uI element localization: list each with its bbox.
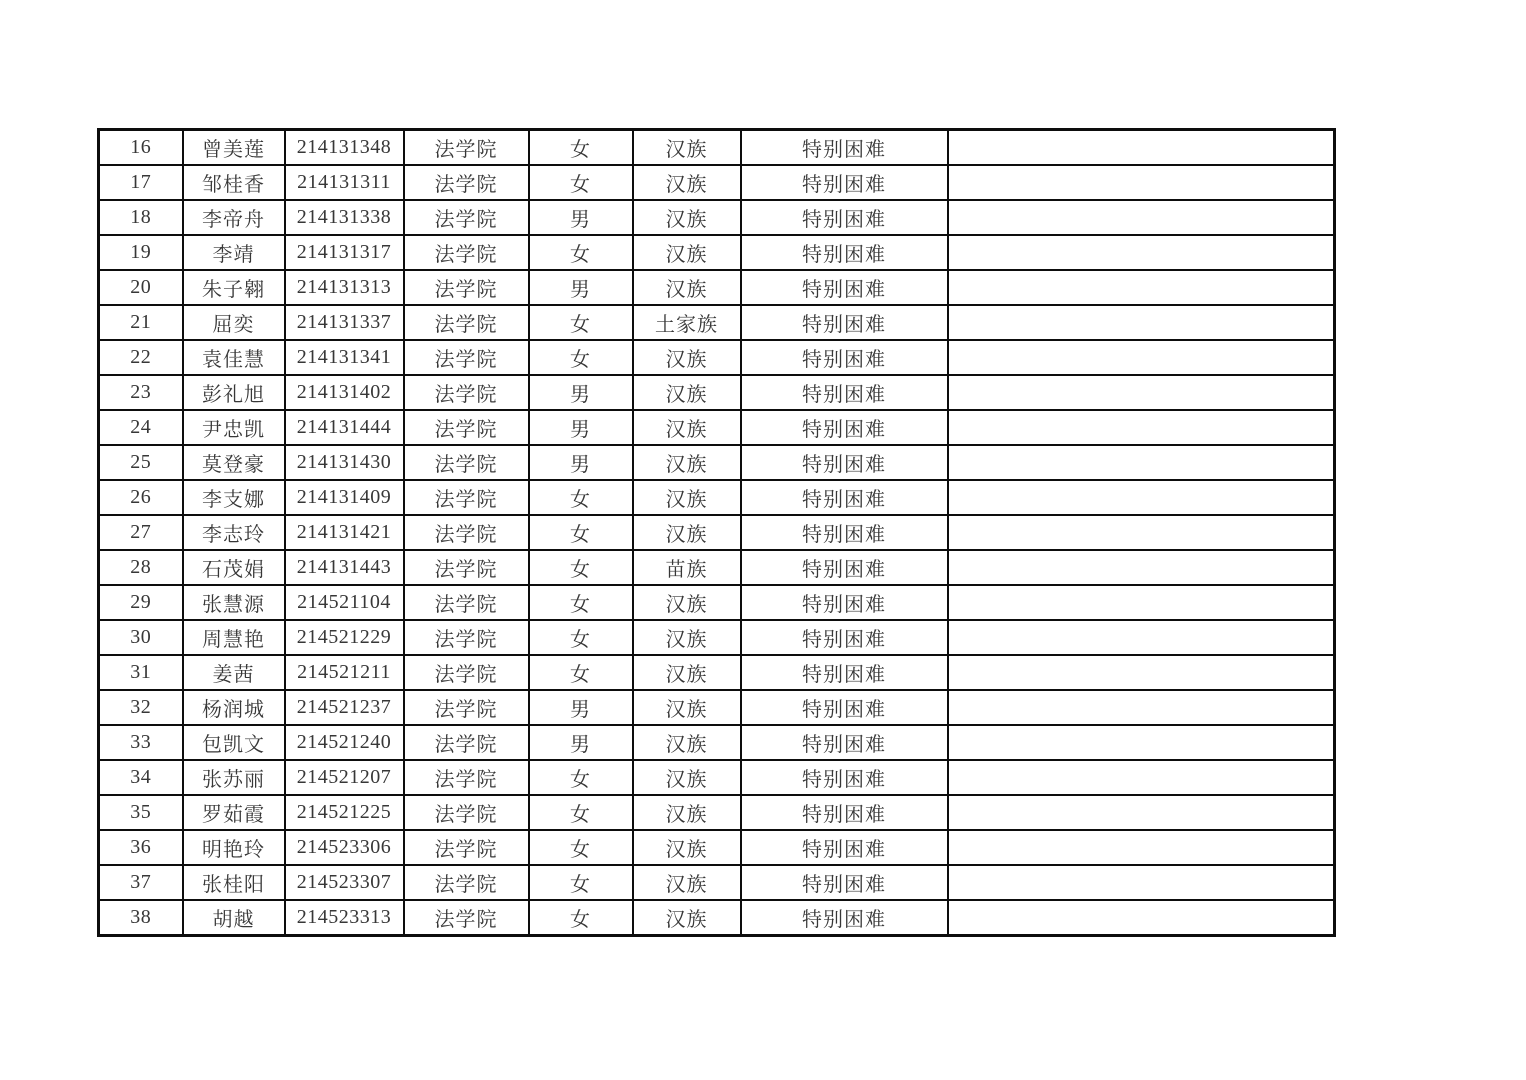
cell-difficulty-type: 特别困难 [741, 585, 948, 620]
cell-row-number: 19 [99, 235, 183, 270]
cell-student-name: 罗茹霞 [183, 795, 285, 830]
cell-gender: 男 [529, 410, 633, 445]
cell-note-empty [948, 900, 1335, 936]
cell-difficulty-type: 特别困难 [741, 305, 948, 340]
cell-student-id: 214131313 [285, 270, 404, 305]
cell-row-number: 27 [99, 515, 183, 550]
cell-student-name: 莫登豪 [183, 445, 285, 480]
cell-difficulty-type: 特别困难 [741, 375, 948, 410]
cell-difficulty-type: 特别困难 [741, 515, 948, 550]
cell-difficulty-type: 特别困难 [741, 410, 948, 445]
cell-college: 法学院 [404, 340, 529, 375]
cell-difficulty-type: 特别困难 [741, 130, 948, 166]
cell-student-id: 214131444 [285, 410, 404, 445]
cell-row-number: 28 [99, 550, 183, 585]
cell-difficulty-type: 特别困难 [741, 550, 948, 585]
cell-college: 法学院 [404, 410, 529, 445]
cell-row-number: 17 [99, 165, 183, 200]
cell-note-empty [948, 550, 1335, 585]
cell-gender: 女 [529, 515, 633, 550]
cell-row-number: 25 [99, 445, 183, 480]
table-row [99, 620, 1335, 655]
cell-student-id: 214131311 [285, 165, 404, 200]
cell-student-name: 曾美莲 [183, 130, 285, 166]
cell-student-name: 姜茜 [183, 655, 285, 690]
cell-ethnicity: 苗族 [633, 550, 741, 585]
cell-row-number: 37 [99, 865, 183, 900]
cell-gender: 女 [529, 620, 633, 655]
cell-college: 法学院 [404, 270, 529, 305]
cell-student-id: 214131337 [285, 305, 404, 340]
cell-ethnicity: 汉族 [633, 200, 741, 235]
cell-gender: 女 [529, 550, 633, 585]
cell-student-name: 邹桂香 [183, 165, 285, 200]
cell-student-id: 214131317 [285, 235, 404, 270]
cell-student-id: 214131421 [285, 515, 404, 550]
cell-ethnicity: 汉族 [633, 130, 741, 166]
cell-row-number: 26 [99, 480, 183, 515]
cell-student-name: 石茂娟 [183, 550, 285, 585]
cell-student-id: 214131430 [285, 445, 404, 480]
cell-ethnicity: 汉族 [633, 515, 741, 550]
cell-college: 法学院 [404, 865, 529, 900]
cell-gender: 女 [529, 480, 633, 515]
cell-note-empty [948, 480, 1335, 515]
cell-student-name: 彭礼旭 [183, 375, 285, 410]
roster-table-body [99, 130, 1335, 936]
cell-student-id: 214523306 [285, 830, 404, 865]
cell-student-id: 214131409 [285, 480, 404, 515]
cell-ethnicity: 汉族 [633, 725, 741, 760]
cell-difficulty-type: 特别困难 [741, 235, 948, 270]
cell-college: 法学院 [404, 655, 529, 690]
cell-note-empty [948, 725, 1335, 760]
cell-difficulty-type: 特别困难 [741, 445, 948, 480]
cell-row-number: 21 [99, 305, 183, 340]
cell-ethnicity: 汉族 [633, 690, 741, 725]
table-row [99, 725, 1335, 760]
table-row [99, 410, 1335, 445]
cell-gender: 女 [529, 130, 633, 166]
cell-ethnicity: 汉族 [633, 795, 741, 830]
cell-difficulty-type: 特别困难 [741, 200, 948, 235]
cell-student-name: 尹忠凯 [183, 410, 285, 445]
cell-college: 法学院 [404, 235, 529, 270]
cell-difficulty-type: 特别困难 [741, 340, 948, 375]
cell-gender: 男 [529, 200, 633, 235]
cell-college: 法学院 [404, 690, 529, 725]
cell-ethnicity: 汉族 [633, 830, 741, 865]
cell-ethnicity: 汉族 [633, 480, 741, 515]
table-row [99, 270, 1335, 305]
cell-note-empty [948, 340, 1335, 375]
cell-row-number: 24 [99, 410, 183, 445]
table-row [99, 235, 1335, 270]
table-row [99, 340, 1335, 375]
cell-difficulty-type: 特别困难 [741, 690, 948, 725]
cell-student-id: 214521225 [285, 795, 404, 830]
cell-difficulty-type: 特别困难 [741, 655, 948, 690]
cell-gender: 女 [529, 305, 633, 340]
cell-gender: 男 [529, 270, 633, 305]
cell-row-number: 20 [99, 270, 183, 305]
cell-ethnicity: 汉族 [633, 865, 741, 900]
cell-ethnicity: 汉族 [633, 585, 741, 620]
cell-row-number: 34 [99, 760, 183, 795]
cell-difficulty-type: 特别困难 [741, 900, 948, 936]
cell-row-number: 32 [99, 690, 183, 725]
cell-note-empty [948, 200, 1335, 235]
cell-row-number: 36 [99, 830, 183, 865]
cell-ethnicity: 汉族 [633, 760, 741, 795]
cell-student-id: 214521237 [285, 690, 404, 725]
cell-difficulty-type: 特别困难 [741, 865, 948, 900]
cell-college: 法学院 [404, 375, 529, 410]
table-row [99, 515, 1335, 550]
cell-gender: 女 [529, 585, 633, 620]
cell-student-name: 胡越 [183, 900, 285, 936]
cell-student-name: 李志玲 [183, 515, 285, 550]
cell-note-empty [948, 410, 1335, 445]
cell-difficulty-type: 特别困难 [741, 270, 948, 305]
cell-college: 法学院 [404, 900, 529, 936]
cell-college: 法学院 [404, 130, 529, 166]
cell-student-id: 214521229 [285, 620, 404, 655]
table-row [99, 830, 1335, 865]
table-row [99, 690, 1335, 725]
cell-student-name: 李支娜 [183, 480, 285, 515]
cell-student-name: 周慧艳 [183, 620, 285, 655]
cell-row-number: 16 [99, 130, 183, 166]
cell-gender: 女 [529, 795, 633, 830]
cell-student-id: 214523307 [285, 865, 404, 900]
cell-gender: 男 [529, 375, 633, 410]
cell-difficulty-type: 特别困难 [741, 830, 948, 865]
cell-student-name: 屈奕 [183, 305, 285, 340]
cell-college: 法学院 [404, 620, 529, 655]
cell-note-empty [948, 830, 1335, 865]
table-row [99, 655, 1335, 690]
cell-row-number: 33 [99, 725, 183, 760]
cell-gender: 女 [529, 655, 633, 690]
cell-college: 法学院 [404, 550, 529, 585]
cell-student-id: 214523313 [285, 900, 404, 936]
cell-note-empty [948, 515, 1335, 550]
cell-note-empty [948, 270, 1335, 305]
cell-ethnicity: 汉族 [633, 340, 741, 375]
cell-gender: 女 [529, 865, 633, 900]
table-row [99, 445, 1335, 480]
cell-note-empty [948, 305, 1335, 340]
cell-ethnicity: 汉族 [633, 410, 741, 445]
table-row [99, 865, 1335, 900]
cell-note-empty [948, 795, 1335, 830]
cell-note-empty [948, 375, 1335, 410]
cell-difficulty-type: 特别困难 [741, 480, 948, 515]
cell-student-name: 明艳玲 [183, 830, 285, 865]
cell-gender: 女 [529, 900, 633, 936]
cell-student-id: 214131348 [285, 130, 404, 166]
cell-student-id: 214521211 [285, 655, 404, 690]
cell-gender: 男 [529, 445, 633, 480]
cell-student-name: 朱子翱 [183, 270, 285, 305]
cell-ethnicity: 汉族 [633, 620, 741, 655]
cell-difficulty-type: 特别困难 [741, 795, 948, 830]
table-row [99, 795, 1335, 830]
cell-gender: 男 [529, 690, 633, 725]
cell-ethnicity: 汉族 [633, 900, 741, 936]
cell-student-name: 杨润城 [183, 690, 285, 725]
cell-student-name: 包凯文 [183, 725, 285, 760]
cell-difficulty-type: 特别困难 [741, 725, 948, 760]
cell-student-id: 214521240 [285, 725, 404, 760]
table-row [99, 480, 1335, 515]
cell-row-number: 29 [99, 585, 183, 620]
cell-ethnicity: 汉族 [633, 655, 741, 690]
table-row [99, 550, 1335, 585]
cell-row-number: 22 [99, 340, 183, 375]
table-row [99, 760, 1335, 795]
cell-college: 法学院 [404, 760, 529, 795]
cell-row-number: 31 [99, 655, 183, 690]
cell-note-empty [948, 130, 1335, 166]
table-row [99, 165, 1335, 200]
cell-ethnicity: 汉族 [633, 375, 741, 410]
cell-difficulty-type: 特别困难 [741, 760, 948, 795]
cell-row-number: 30 [99, 620, 183, 655]
cell-student-name: 张慧源 [183, 585, 285, 620]
cell-student-id: 214521207 [285, 760, 404, 795]
cell-college: 法学院 [404, 305, 529, 340]
cell-gender: 女 [529, 235, 633, 270]
cell-ethnicity: 汉族 [633, 445, 741, 480]
cell-note-empty [948, 165, 1335, 200]
cell-ethnicity: 汉族 [633, 270, 741, 305]
cell-gender: 女 [529, 340, 633, 375]
cell-student-name: 袁佳慧 [183, 340, 285, 375]
cell-college: 法学院 [404, 515, 529, 550]
table-row [99, 130, 1335, 166]
table-row [99, 375, 1335, 410]
cell-note-empty [948, 690, 1335, 725]
cell-student-id: 214131443 [285, 550, 404, 585]
cell-student-id: 214131402 [285, 375, 404, 410]
cell-student-id: 214521104 [285, 585, 404, 620]
cell-gender: 女 [529, 830, 633, 865]
cell-gender: 女 [529, 760, 633, 795]
cell-college: 法学院 [404, 165, 529, 200]
cell-note-empty [948, 865, 1335, 900]
cell-college: 法学院 [404, 480, 529, 515]
table-row [99, 585, 1335, 620]
cell-row-number: 18 [99, 200, 183, 235]
cell-ethnicity: 汉族 [633, 165, 741, 200]
student-roster-table [97, 128, 1336, 937]
cell-note-empty [948, 445, 1335, 480]
cell-row-number: 38 [99, 900, 183, 936]
cell-college: 法学院 [404, 445, 529, 480]
cell-student-name: 李靖 [183, 235, 285, 270]
table-row [99, 305, 1335, 340]
table-row [99, 900, 1335, 936]
table-row [99, 200, 1335, 235]
cell-student-id: 214131341 [285, 340, 404, 375]
cell-ethnicity: 土家族 [633, 305, 741, 340]
cell-college: 法学院 [404, 585, 529, 620]
cell-note-empty [948, 585, 1335, 620]
cell-student-name: 张苏丽 [183, 760, 285, 795]
cell-college: 法学院 [404, 725, 529, 760]
cell-ethnicity: 汉族 [633, 235, 741, 270]
cell-note-empty [948, 620, 1335, 655]
cell-note-empty [948, 655, 1335, 690]
cell-gender: 男 [529, 725, 633, 760]
cell-note-empty [948, 760, 1335, 795]
cell-student-name: 张桂阳 [183, 865, 285, 900]
cell-row-number: 23 [99, 375, 183, 410]
cell-row-number: 35 [99, 795, 183, 830]
cell-difficulty-type: 特别困难 [741, 165, 948, 200]
cell-college: 法学院 [404, 795, 529, 830]
cell-difficulty-type: 特别困难 [741, 620, 948, 655]
cell-college: 法学院 [404, 830, 529, 865]
cell-student-name: 李帝舟 [183, 200, 285, 235]
cell-note-empty [948, 235, 1335, 270]
cell-gender: 女 [529, 165, 633, 200]
cell-student-id: 214131338 [285, 200, 404, 235]
cell-college: 法学院 [404, 200, 529, 235]
